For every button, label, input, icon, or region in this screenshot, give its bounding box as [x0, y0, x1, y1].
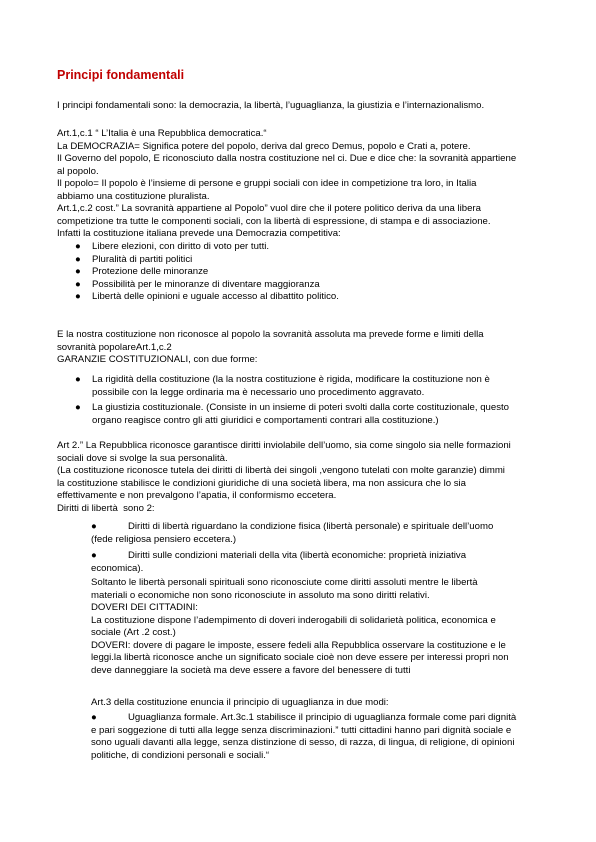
art2-line: effettivamente e non prevalgono l’apatia, il conformismo eccetera. — [57, 490, 337, 501]
list-item-continuation: possibile con la legge ordinaria ma è necessario uno procedimento aggravato. — [92, 386, 425, 398]
list-item: ● La giustizia costituzionale. (Consiste in un insieme di poteri svolti dalla corte costituzionale, questo — [75, 402, 510, 413]
art2-line: Art 2.” La Repubblica riconosce garantisce diritti inviolabile dell’uomo, sia come singolo sia nelle formazioni — [57, 440, 511, 451]
list-item-continuation: politiche, di condizioni personali e sociali.“ — [91, 749, 270, 761]
art2-line: (La costituzione riconosce tutela dei diritti di libertà dei singoli ,vengono tutelati con molte garanzie) dimmi — [57, 465, 505, 476]
list-item: ● Libere elezioni, con diritto di voto per tutti. — [75, 241, 270, 252]
art3-line: Art.3 della costituzione enuncia il principio di uguaglianza in due modi: — [91, 697, 389, 708]
art1-line: Il Governo del popolo, E riconosciuto dalla nostra costituzione nel ci. Due e dice che: la sovranità appartiene — [57, 153, 517, 164]
indented-line: La costituzione dispone l’adempimento di doveri inderogabili di solidarietà politica, economica e — [91, 614, 496, 626]
art1-line: al popolo. — [57, 165, 99, 177]
art1-line: Infatti la costituzione italiana prevede una Democrazia competitiva: — [57, 228, 341, 239]
duties-heading: DOVERI DEI CITTADINI: — [91, 602, 198, 613]
list-item: ● Uguaglianza formale. Art.3c.1 stabilisce il principio di uguaglianza formale come pari dignità — [91, 712, 517, 723]
art2-line: la costituzione stabilisce le condizioni giuridiche di una società libera, ma non assicura che lo sia — [57, 477, 467, 489]
bullet-icon: ● — [75, 278, 81, 290]
bullet-icon: ● — [91, 550, 97, 561]
art1-line: competizione tra tutte le componenti sociali, con la libertà di espressione, di stampa e di associazione. — [57, 215, 491, 227]
intro-paragraph: I principi fondamentali sono: la democrazia, la libertà, l’uguaglianza, la giustizia e l’internazionalismo. — [57, 100, 485, 111]
list-item: ● Pluralità di partiti politici — [75, 253, 193, 265]
list-item-continuation: sono uguali davanti alla legge, senza distinzione di sesso, di razza, di lingua, di religione, di opinioni — [91, 737, 515, 748]
list-item: ● Diritti sulle condizioni materiali della vita (libertà economiche: proprietà iniziativa — [91, 550, 467, 561]
indented-line: Soltanto le libertà personali spirituali sono riconosciute come diritti assoluti mentre le libertà — [91, 577, 478, 588]
bullet-icon: ● — [75, 291, 81, 302]
list-item-continuation: (fede religiosa pensiero eccetera.) — [91, 533, 237, 545]
bullet-icon: ● — [75, 402, 81, 413]
list-item: ● Libertà delle opinioni e uguale accesso al dibattito politico. — [75, 291, 339, 302]
list-item-continuation: organo reagisce contro gli atti giuridici e comportamenti contrari alla costituzione.) — [92, 414, 439, 426]
art1-line: Il popolo= Il popolo è l’insieme di persone e gruppi sociali con idee in competizione tra loro, in Italia — [57, 178, 477, 189]
bullet-icon: ● — [91, 712, 97, 723]
bullet-icon: ● — [75, 241, 81, 252]
art1-line: La DEMOCRAZIA= Significa potere del popolo, deriva dal greco Demus, popolo e Crati a, potere. — [57, 140, 471, 152]
list-item: ● Diritti di libertà riguardano la condizione fisica (libertà personale) e spirituale dell’uomo — [91, 521, 494, 532]
sovranita-line: GARANZIE COSTITUZIONALI, con due forme: — [57, 354, 258, 365]
list-item-continuation: e pari soggezione di tutti alla legge senza discriminazioni.” tutti cittadini hanno pari dignità sociale e — [91, 724, 512, 736]
sovranita-line: E la nostra costituzione non riconosce al popolo la sovranità assoluta ma prevede forme e limiti della — [57, 329, 484, 340]
art2-line: sociali dove si svolge la sua personalità. — [57, 452, 228, 464]
indented-line: sociale (Art .2 cost.) — [91, 627, 176, 638]
list-item: ● La rigidità della costituzione (la la nostra costituzione è rigida, modificare la costituzione non è — [75, 374, 490, 385]
art1-line: Art.1,c.2 cost.” La sovranità appartiene al Popolo” vuol dire che il potere politico deriva da una libera — [57, 203, 481, 214]
bullet-icon: ● — [75, 266, 81, 277]
bullet-icon: ● — [75, 253, 81, 265]
indented-line: DOVERI: dovere di pagare le imposte, essere fedeli alla Repubblica osservare la costituzione e le — [91, 639, 506, 651]
bullet-icon: ● — [91, 521, 97, 532]
bullet-icon: ● — [75, 374, 81, 385]
list-item-continuation: economica). — [91, 562, 144, 574]
art2-line: Diritti di libertà sono 2: — [57, 502, 155, 514]
art1-line: abbiamo una costituzione pluralista. — [57, 190, 210, 202]
sovranita-line: sovranità popolareArt.1,c.2 — [57, 341, 172, 353]
list-item: ● Possibilità per le minoranze di diventare maggioranza — [75, 278, 320, 290]
page-title: Principi fondamentali — [57, 68, 185, 82]
indented-line: leggi.la libertà riconosce anche un significato sociale cioè non deve essere per interessi propri non — [91, 652, 509, 663]
art1-line: Art.1,c.1 “ L’Italia è una Repubblica democratica.“ — [57, 128, 267, 139]
list-item: ● Protezione delle minoranze — [75, 266, 209, 277]
indented-line: deve danneggiare la società ma deve essere a favore del benessere di tutti — [91, 664, 411, 676]
indented-line: materiali o economiche non sono riconosciute in assoluto ma sono diritti relativi. — [91, 589, 430, 601]
